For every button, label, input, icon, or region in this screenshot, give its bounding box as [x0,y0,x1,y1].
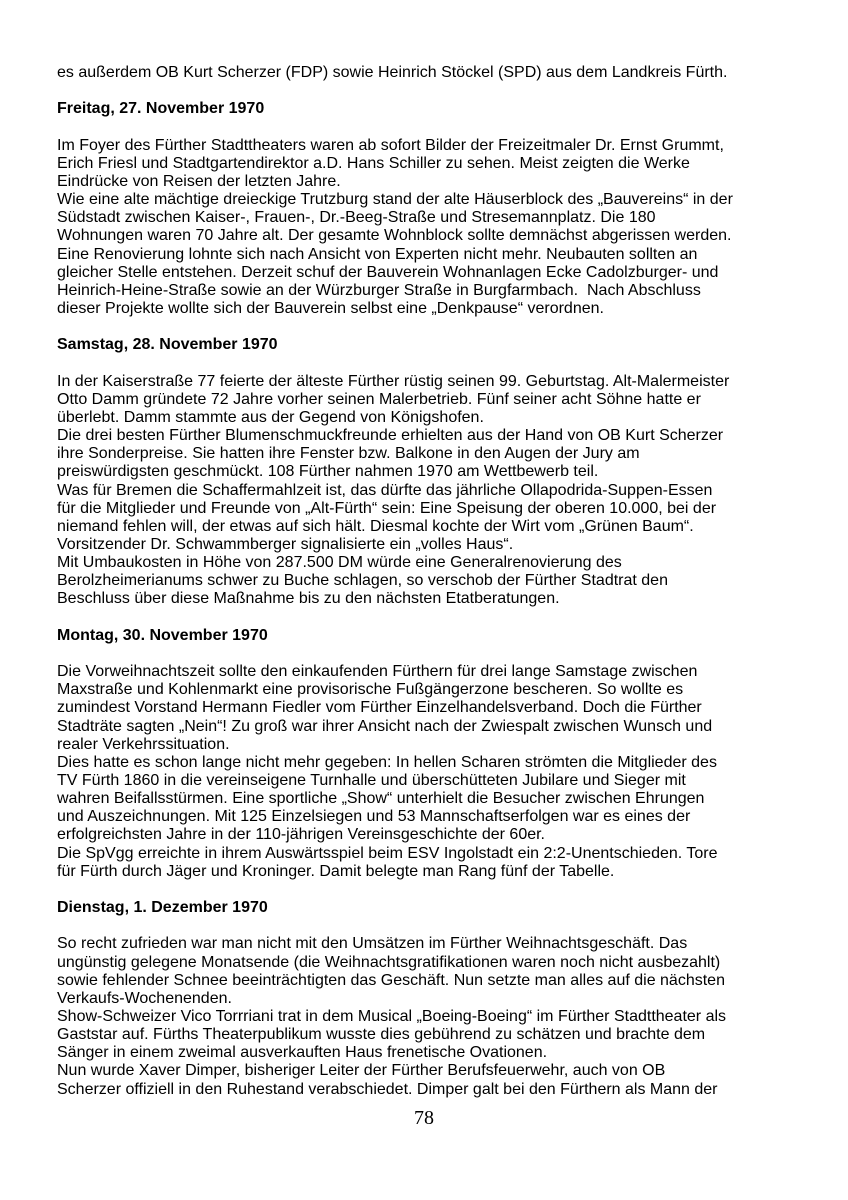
text-line: Eine Renovierung lohnte sich nach Ansicht von Experten nicht mehr. Neubauten sollten an [57,245,698,263]
text-line: es außerdem OB Kurt Scherzer (FDP) sowie Heinrich Stöckel (SPD) aus dem Landkreis Fürth. [57,64,728,81]
page-number: 78 [414,1106,434,1129]
text-line: ihre Sonderpreise. Sie hatten ihre Fenster bzw. Balkone in den Augen der Jury am [57,445,640,463]
text-line: wahren Beifallsstürmen. Eine sportliche „Show“ unterhielt die Besucher zwischen Ehrungen [57,790,705,808]
text-line: Eindrücke von Reisen der letzten Jahre. [57,172,341,190]
text-line: Beschluss über diese Maßnahme bis zu den nächsten Etatberatungen. [57,590,560,608]
text-line: preiswürdigsten geschmückt. 108 Fürther nahmen 1970 am Wettbewerb teil. [57,463,599,481]
text-line: Gaststar auf. Fürths Theaterpublikum wusste dies gebührend zu schätzen und brachte dem [57,1026,706,1044]
text-line: ungünstig gelegene Monatsende (die Weihnachtsgratifikationen waren noch nicht ausbezahlt) [57,953,721,971]
text-line: In der Kaiserstraße 77 feierte der älteste Fürther rüstig seinen 99. Geburtstag. Alt-Malermeister [57,372,730,390]
text-line: Die drei besten Fürther Blumenschmuckfreunde erhielten aus der Hand von OB Kurt Scherzer [57,427,724,445]
text-line: So recht zufrieden war man nicht mit den Umsätzen im Fürther Weihnachtsgeschäft. Das [57,935,688,953]
text-line: Berolzheimerianums schwer zu Buche schlagen, so verschob der Fürther Stadtrat den [57,572,668,590]
document-body [57,64,791,1099]
text-line: Wohnungen waren 70 Jahre alt. Der gesamte Wohnblock sollte demnächst abgerissen werden. [57,227,732,245]
text-line: TV Fürth 1860 in die vereinseigene Turnhalle und überschütteten Jubilare und Sieger mit [57,772,686,789]
text-line: Im Foyer des Fürther Stadttheaters waren ab sofort Bilder der Freizeitmaler Dr. Ernst Grummt, [57,136,724,154]
text-line: Erich Friesl und Stadtgartendirektor a.D. Hans Schiller zu sehen. Meist zeigten die Werke [57,154,690,172]
text-line: sowie fehlender Schnee beeinträchtigten das Geschäft. Nun setzte man alles auf die nächsten [57,971,725,989]
text-line: Was für Bremen die Schaffermahlzeit ist, das dürfte das jährliche Ollapodrida-Suppen-Essen [57,481,713,499]
date-heading: Freitag, 27. November 1970 [57,100,265,118]
paragraph [57,935,791,1098]
text-line: Wie eine alte mächtige dreieckige Trutzburg stand der alte Häuserblock des „Bauvereins“ in der [57,191,733,209]
paragraph [57,663,791,881]
text-line: realer Verkehrssituation. [57,735,230,753]
text-line: für Fürth durch Jäger und Kroninger. Damit belegte man Rang fünf der Tabelle. [57,862,615,880]
paragraph [57,137,791,319]
text-line: Nun wurde Xaver Dimper, bisheriger Leiter der Fürther Berufsfeuerwehr, auch von OB [57,1062,666,1080]
text-line: erfolgreichsten Jahre in der 110-jährigen Vereinsgeschichte der 60er. [57,826,545,844]
text-line: zumindest Vorstand Hermann Fiedler vom Fürther Einzelhandelsverband. Doch die Fürther [57,699,702,717]
text-line: Verkaufs-Wochenenden. [57,989,232,1007]
paragraph [57,373,791,609]
text-line: gleicher Stelle entstehen. Derzeit schuf der Bauverein Wohnanlagen Ecke Cadolzburger- und [57,263,719,281]
text-line: Maxstraße und Kohlenmarkt eine provisorische Fußgängerzone bescheren. So wollte es [57,681,684,699]
text-line: überlebt. Damm stammte aus der Gegend von Königshofen. [57,408,484,426]
paragraph [57,64,791,82]
text-line: Vorsitzender Dr. Schwammberger signalisierte ein „volles Haus“. [57,536,514,553]
text-line: und Auszeichnungen. Mit 125 Einzelsiegen und 53 Mannschaftserfolgen war es eines der [57,808,691,826]
text-line: Show-Schweizer Vico Torrriani trat in dem Musical „Boeing-Boeing“ im Fürther Stadttheater als [57,1008,727,1025]
text-line: Die Vorweihnachtszeit sollte den einkaufenden Fürthern für drei lange Samstage zwischen [57,663,698,681]
text-line: dieser Projekte wollte sich der Bauverein selbst eine „Denkpause“ verordnen. [57,300,604,317]
text-line: Otto Damm gründete 72 Jahre vorher seinen Malerbetrieb. Fünf seiner acht Söhne hatte er [57,390,701,408]
text-line: für die Mitglieder und Freunde von „Alt-Fürth“ sein: Eine Speisung der oberen 10.000, bei der [57,499,717,517]
text-line: Heinrich-Heine-Straße sowie an der Würzburger Straße in Burgfarmbach. Nach Abschluss [57,281,701,299]
date-heading: Samstag, 28. November 1970 [57,336,278,354]
text-line: Dies hatte es schon lange nicht mehr gegeben: In hellen Scharen strömten die Mitglieder des [57,753,717,771]
text-line: Die SpVgg erreichte in ihrem Auswärtsspiel beim ESV Ingolstadt ein 2:2-Unentschieden. Tore [57,844,718,862]
date-heading: Dienstag, 1. Dezember 1970 [57,899,268,917]
text-line: niemand fehlen will, der etwas auf sich hält. Diesmal kochte der Wirt vom „Grünen Baum“. [57,517,694,535]
date-heading: Montag, 30. November 1970 [57,626,268,644]
text-line: Sänger in einem zweimal ausverkauften Haus frenetische Ovationen. [57,1044,548,1062]
text-line: Scherzer offiziell in den Ruhestand verabschiedet. Dimper galt bei den Fürthern als Mann der [57,1080,718,1098]
text-line: Südstadt zwischen Kaiser-, Frauen-, Dr.-Beeg-Straße und Stresemannplatz. Die 180 [57,209,656,227]
text-line: Stadträte sagten „Nein“! Zu groß war ihrer Ansicht nach der Zwiespalt zwischen Wunsch und [57,717,713,735]
text-line: Mit Umbaukosten in Höhe von 287.500 DM würde eine Generalrenovierung des [57,554,622,572]
